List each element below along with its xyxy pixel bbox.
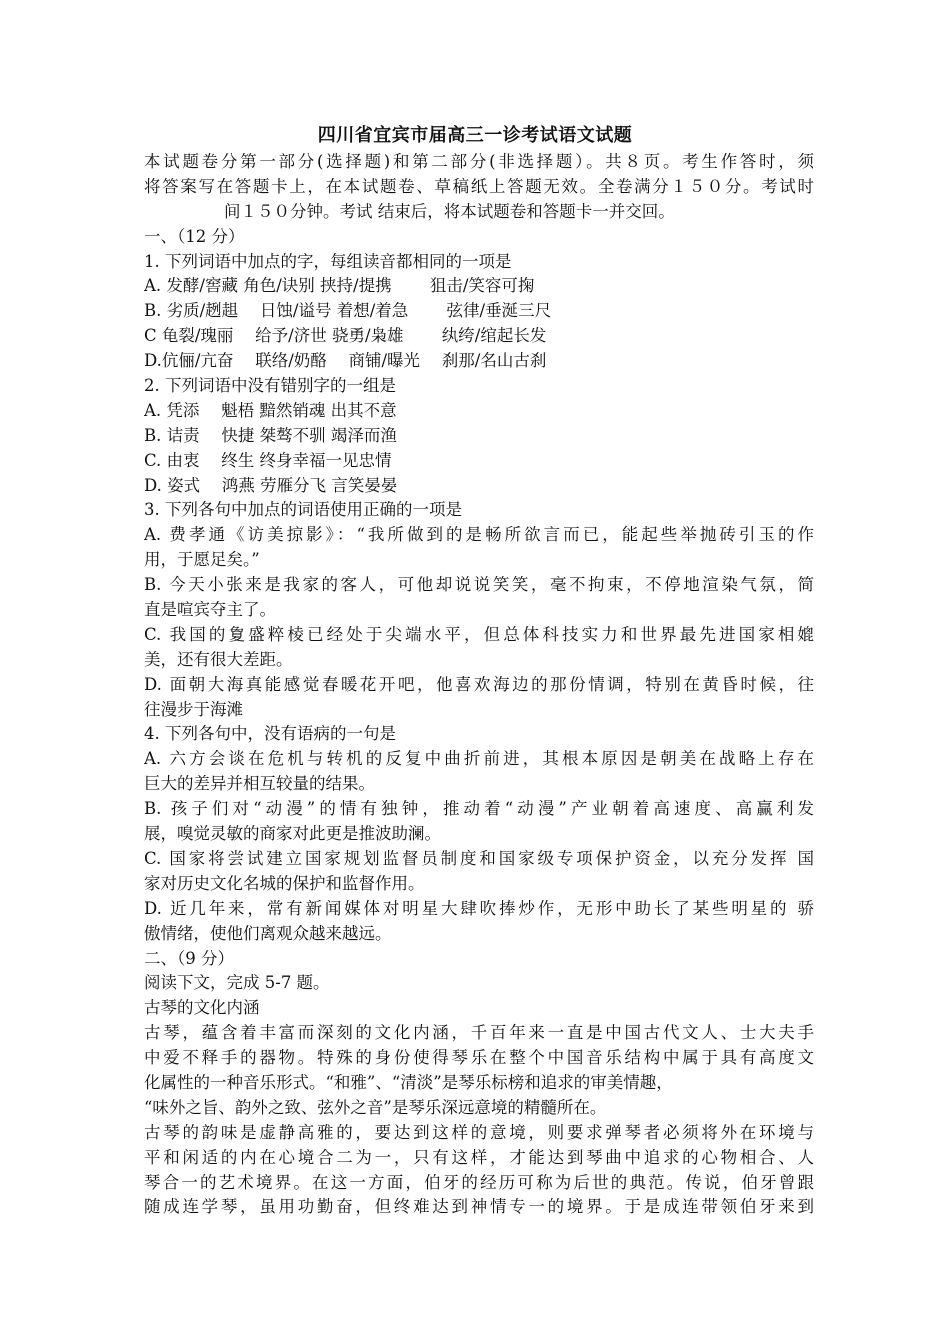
- text-line: 平和闲适的内在心境合二为一，只有这样，才能达到琴曲中追求的心物相合、人: [144, 1147, 814, 1167]
- text-line: 3. 下列各句中加点的词语使用正确的一项是: [144, 500, 462, 520]
- text-line: 二、（9 分）: [144, 948, 234, 968]
- document-body: [144, 150, 814, 1220]
- text-line: D. 面朝大海真能感觉春暖花开吧，他喜欢海边的那份情调，特别在黄昏时候，往: [144, 674, 814, 694]
- text-line: C 龟裂/瑰丽 给予/济世 骁勇/枭雄 纨绔/绾起长发: [144, 326, 547, 346]
- text-line: C. 由衷 终生 终身幸福一见忠情: [144, 450, 392, 470]
- text-line: 家对历史文化名城的保护和监督作用。: [144, 873, 425, 893]
- text-line: 古琴的文化内涵: [144, 998, 260, 1018]
- text-line: 巨大的差异并相互较量的结果。: [144, 774, 375, 794]
- text-line: 随成连学琴，虽用功勤奋，但终难达到神情专一的境界。于是成连带领伯牙来到: [144, 1197, 814, 1217]
- text-line: 一、（12 分）: [144, 226, 245, 246]
- text-line: “味外之旨、韵外之致、弦外之音”是琴乐深远意境的精髓所在。: [144, 1097, 607, 1117]
- text-line: 直是喧宾夺主了。: [144, 600, 276, 620]
- text-line: 本试题卷分第一部分(选择题)和第二部分(非选择题）。共８页。考生作答时，须: [144, 152, 814, 171]
- text-line: D. 姿式 鸿燕 劳雁分飞 言笑晏晏: [144, 475, 398, 495]
- text-line: A. 六方会谈在危机与转机的反复中曲折前进，其根本原因是朝美在战略上存在: [144, 749, 814, 769]
- text-line: B. 孩子们对“动漫”的情有独钟，推动着“动漫”产业朝着高速度、高赢利发: [144, 799, 814, 819]
- text-line: A. 发酵/窖藏 角色/诀别 挟持/提携 狙击/笑容可掬: [144, 276, 535, 296]
- page-title: 四川省宜宾市届高三一诊考试语文试题: [317, 125, 633, 146]
- text-line: 展，嗅觉灵敏的商家对此更是推波助澜。: [144, 824, 441, 844]
- text-line: C. 我国的夐盛粹棱已经处于尖端水平，但总体科技实力和世界最先进国家相媲: [144, 624, 814, 644]
- text-line: 中爱不释手的器物。特殊的身份使得琴乐在整个中国音乐结构中属于具有高度文: [144, 1048, 814, 1068]
- text-line: B. 劣质/趔趄 日蚀/谥号 着想/着急 弦律/垂涎三尺: [144, 301, 552, 321]
- text-line: 琴合一的艺术境界。在这一方面，伯牙的经历可称为后世的典范。传说，伯牙曾跟: [144, 1172, 814, 1192]
- text-line: D.伉俪/亢奋 联络/奶酪 商铺/曝光 刹那/名山古刹: [144, 351, 547, 371]
- text-line: 美，还有很大差距。: [144, 649, 293, 669]
- text-line: A. 凭添 魁梧 黯然销魂 出其不意: [144, 400, 397, 420]
- text-line: D. 近几年来，常有新闻媒体对明星大肆吹捧炒作，无形中助长了某些明星的 骄: [144, 898, 814, 918]
- text-line: B. 今天小张来是我家的客人，可他却说说笑笑，毫不拘束，不停地渲染气氛，简: [144, 575, 814, 595]
- text-line: 化属性的一种音乐形式。“和雅”、“清淡”是琴乐标榜和追求的审美情趣，: [144, 1072, 673, 1092]
- text-line: 往漫步于海滩: [144, 699, 243, 719]
- text-line: 阅读下文，完成 5-7 题。: [144, 973, 330, 993]
- text-line: 傲情绪，使他们离观众越来越远。: [144, 923, 392, 943]
- text-line: 间１５０分钟。考试 结束后，将本试题卷和答题卡一并交回。: [224, 201, 675, 221]
- text-line: 用，于愿足矣。”: [144, 550, 260, 570]
- text-line: 1. 下列词语中加点的字，每组读音都相同的一项是: [144, 251, 512, 271]
- text-line: 将答案写在答题卡上，在本试题卷、草稿纸上答题无效。全卷满分１５０分。考试时: [144, 176, 814, 196]
- text-line: C. 国家将尝试建立国家规划监督员制度和国家级专项保护资金，以充分发挥 国: [144, 848, 814, 868]
- text-line: 古琴，蕴含着丰富而深刻的文化内涵，千百年来一直是中国古代文人、士大夫手: [144, 1023, 814, 1043]
- text-line: B. 诘责 快捷 桀骜不驯 竭泽而渔: [144, 425, 397, 445]
- text-line: 4. 下列各句中，没有语病的一句是: [144, 724, 396, 744]
- text-line: 古琴的韵味是虚静高雅的，要达到这样的意境，则要求弹琴者必须将外在环境与: [144, 1122, 814, 1142]
- text-line: A. 费孝通《访美掠影》：“我所做到的是畅所欲言而已，能起些举抛砖引玉的作: [144, 525, 814, 545]
- text-line: 2. 下列词语中没有错别字的一组是: [144, 376, 396, 396]
